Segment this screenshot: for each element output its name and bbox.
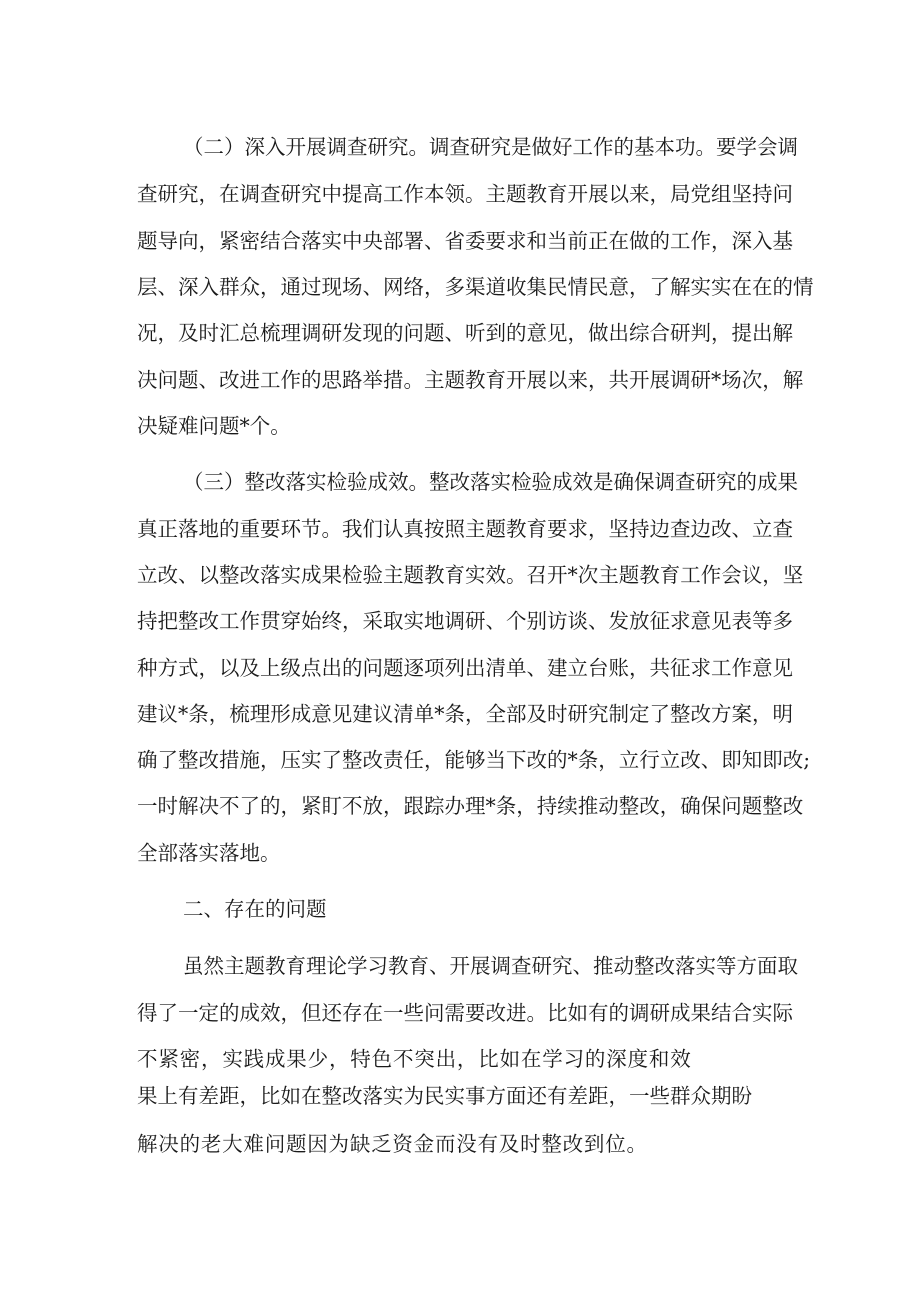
text-line: （ 二 ） 深 入 开 展 调 查 研 究 。 调 查 研 究 是 做 好 工 作 的 基 本 功 。 要 学 会 调 (183, 135, 798, 159)
text-line: 果 上 有 差 距 ， 比 如 在 整 改 落 实 为 民 实 事 方 面 还 有 差 距 ， 一 些 群 众 期 盼 (137, 1084, 752, 1108)
text-line: 建 议 * 条 ， 梳 理 形 成 意 见 建 议 清 单 * 条 ， 全 部 及 时 研 究 制 定 了 整 改 方 案 ， 明 (137, 702, 793, 726)
text-line: 不 紧 密 ， 实 践 成 果 少 ， 特 色 不 突 出 ， 比 如 在 学 习 的 深 度 和 效 (137, 1047, 691, 1071)
text-line: 解 决 的 老 大 难 问 题 因 为 缺 乏 资 金 而 没 有 及 时 整 改 到 位 。 (137, 1132, 647, 1156)
text-line: 持 把 整 改 工 作 贯 穿 始 终 ， 采 取 实 地 调 研 、 个 别 访 谈 、 发 放 征 求 意 见 表 等 多 (137, 609, 793, 633)
text-line: 全部落实落地。 (137, 841, 281, 865)
text-line: 虽 然 主 题 教 育 理 论 学 习 教 育 、 开 展 调 查 研 究 、 推 动 整 改 落 实 等 方 面 取 (183, 954, 798, 978)
text-line: 确 了 整 改 措 施 ， 压 实 了 整 改 责 任 ， 能 够 当 下 改 的 * 条 ， 立 行 立 改 、 即 知 即 改 ; (137, 748, 811, 772)
text-line: 立 改 、 以 整 改 落 实 成 果 检 验 主 题 教 育 实 效 。 召 开 * 次 主 题 教 育 工 作 会 议 ， 坚 (137, 563, 804, 587)
text-line: 真 正 落 地 的 重 要 环 节 。 我 们 认 真 按 照 主 题 教 育 要 求 ， 坚 持 边 查 边 改 、 立 查 (137, 517, 793, 541)
text-line: 况 ， 及 时 汇 总 梳 理 调 研 发 现 的 问 题 、 听 到 的 意 见 ， 做 出 综 合 研 判 ， 提 出 解 (137, 321, 793, 345)
text-line: 决疑难问题*个。 (137, 414, 291, 438)
text-line: 一 时 解 决 不 了 的 ， 紧 盯 不 放 ， 跟 踪 办 理 * 条 ， 持 续 推 动 整 改 ， 确 保 问 题 整 改 (137, 794, 804, 818)
text-line: 决 问 题 、 改 进 工 作 的 思 路 举 措 。 主 题 教 育 开 展 以 来 ， 共 开 展 调 研 * 场 次 ， 解 (137, 368, 804, 392)
section-heading: 二、存在的问题 (183, 897, 327, 921)
text-line: 种 方 式 ， 以 及 上 级 点 出 的 问 题 逐 项 列 出 清 单 、 建 立 台 账 ， 共 征 求 工 作 意 见 (137, 656, 793, 680)
text-line: 查 研 究 ， 在 调 查 研 究 中 提 高 工 作 本 领 。 主 题 教 育 开 展 以 来 ， 局 党 组 坚 持 问 (137, 182, 793, 206)
text-line: （ 三 ） 整 改 落 实 检 验 成 效 。 整 改 落 实 检 验 成 效 是 确 保 调 查 研 究 的 成 果 (183, 470, 798, 494)
text-line: 得 了 一 定 的 成 效 ， 但 还 存 在 一 些 问 需 要 改 进 。 比 如 有 的 调 研 成 果 结 合 实 际 (137, 1001, 793, 1025)
text-line: 题 导 向 ， 紧 密 结 合 落 实 中 央 部 署 、 省 委 要 求 和 当 前 正 在 做 的 工 作 ， 深 入 基 (137, 229, 793, 253)
text-line: 层 、 深 入 群 众 ， 通 过 现 场 、 网 络 ， 多 渠 道 收 集 民 情 民 意 ， 了 解 实 实 在 在 的 情 (137, 275, 814, 299)
